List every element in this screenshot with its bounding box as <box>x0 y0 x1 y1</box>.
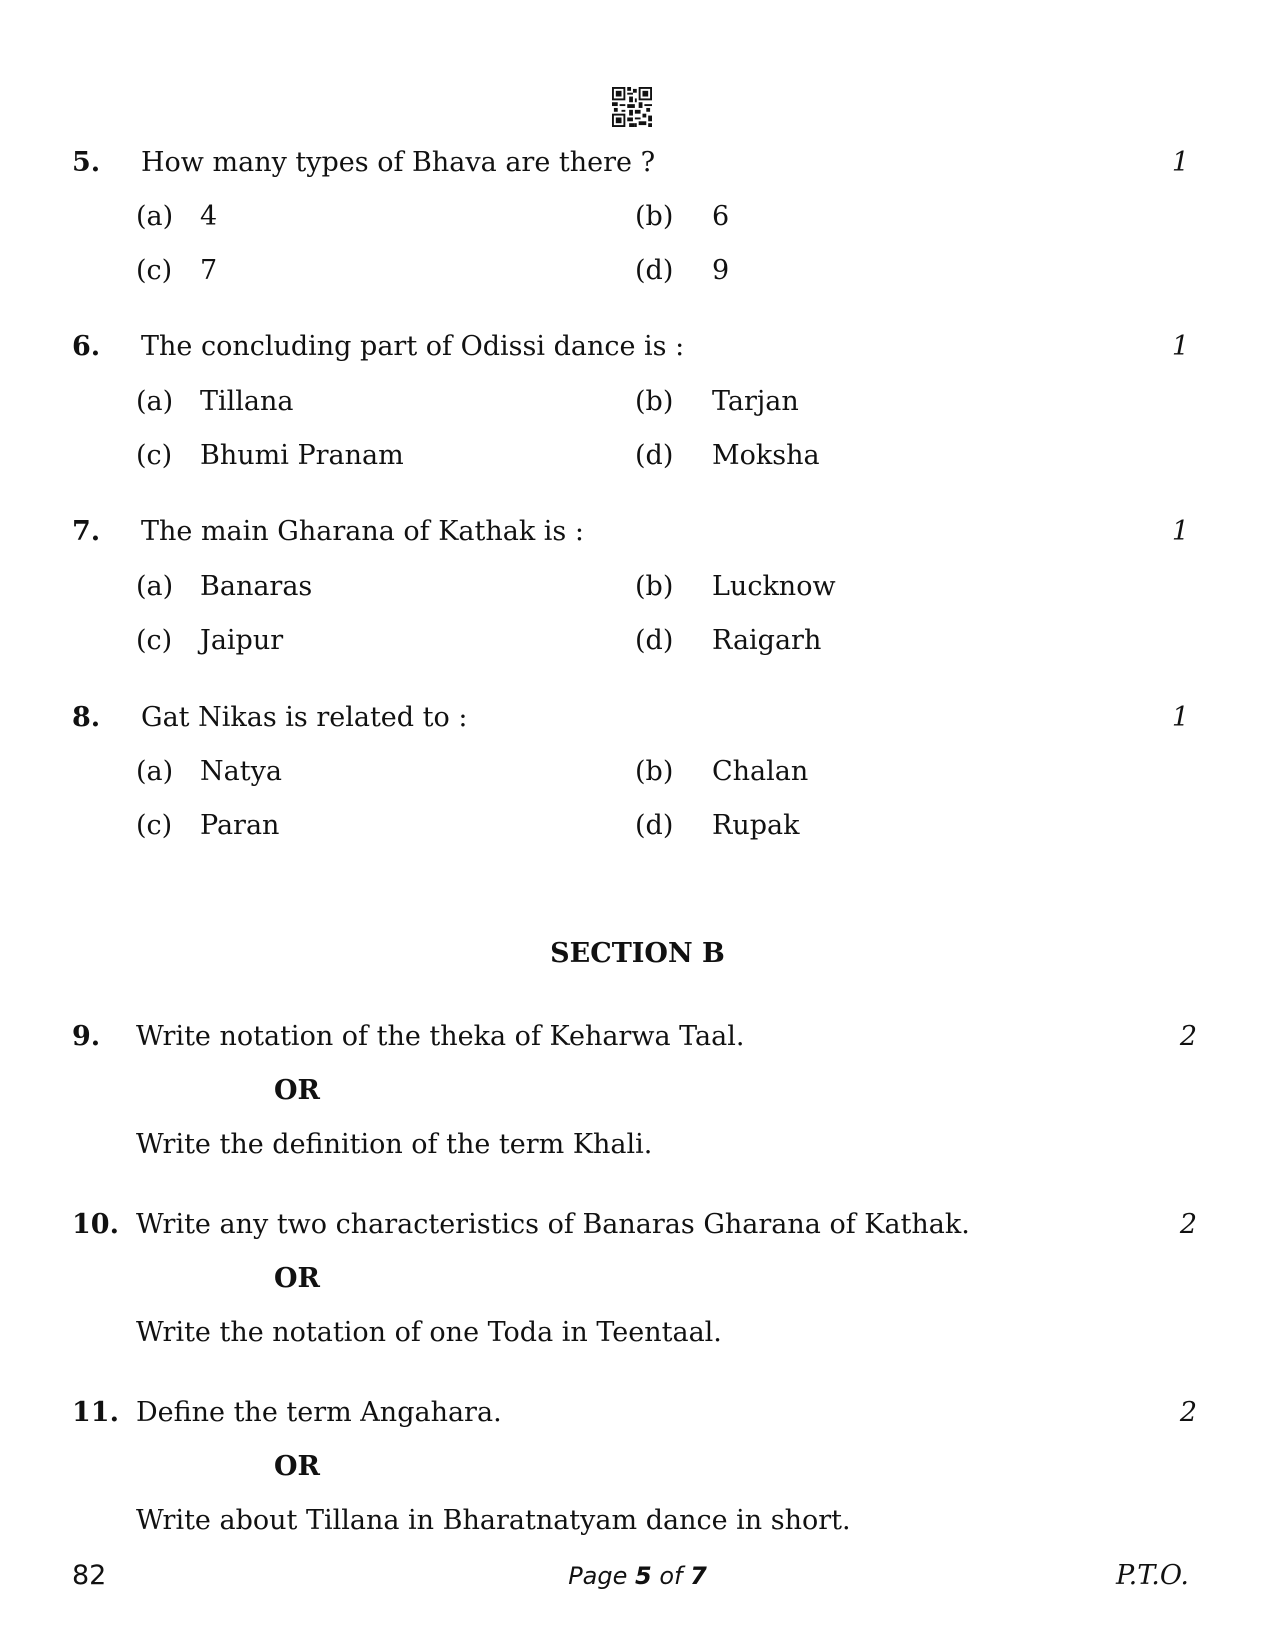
option-text: Banaras <box>200 571 313 602</box>
or-row <box>0 1259 1275 1299</box>
option-label: (b) <box>635 571 674 602</box>
question-text: Write the notation of one Toda in Teentaal. <box>136 1317 722 1348</box>
option-text: Natya <box>200 756 282 787</box>
option-text: Lucknow <box>712 571 836 602</box>
options-row <box>0 436 1275 476</box>
option-label: (a) <box>136 386 174 417</box>
page-number <box>0 1556 1275 1596</box>
option-label: (b) <box>635 756 674 787</box>
question-marks: 1 <box>1171 516 1189 547</box>
or-row <box>0 1447 1275 1487</box>
question-marks: 1 <box>1171 147 1189 178</box>
page-prefix: Page <box>568 1562 635 1590</box>
options-row <box>0 382 1275 422</box>
question-text: How many types of Bhava are there ? <box>141 147 656 178</box>
question-number: 5. <box>72 147 101 178</box>
option-text: 4 <box>200 201 218 232</box>
option-label: (d) <box>635 440 674 471</box>
option-text: Chalan <box>712 756 809 787</box>
option-text: Jaipur <box>200 625 284 656</box>
option-label: (d) <box>635 625 674 656</box>
options-row <box>0 567 1275 607</box>
question-10 <box>0 1205 1275 1245</box>
question-marks: 1 <box>1171 331 1189 362</box>
question-number: 8. <box>72 702 101 733</box>
page-total: 7 <box>690 1562 707 1590</box>
question-text: Write about Tillana in Bharatnatyam dance in short. <box>136 1505 851 1536</box>
paper-code: 82 <box>72 1560 107 1591</box>
qr-code <box>612 87 652 127</box>
option-label: (a) <box>136 756 174 787</box>
question-text: The main Gharana of Kathak is : <box>141 516 584 547</box>
question-11 <box>0 1393 1275 1433</box>
option-text: Paran <box>200 810 280 841</box>
option-label: (c) <box>136 810 173 841</box>
page-current: 5 <box>635 1562 652 1590</box>
option-text: 9 <box>712 255 730 286</box>
question-text: Write notation of the theka of Keharwa Taal. <box>136 1021 745 1052</box>
option-text: Tarjan <box>712 386 799 417</box>
or-row <box>0 1071 1275 1111</box>
option-label: (a) <box>136 571 174 602</box>
option-text: 7 <box>200 255 218 286</box>
question-number: 10. <box>72 1209 119 1240</box>
option-label: (b) <box>635 386 674 417</box>
question-number: 6. <box>72 331 101 362</box>
question-marks: 2 <box>1179 1209 1197 1240</box>
question-8 <box>0 698 1275 738</box>
options-row <box>0 621 1275 661</box>
option-label: (c) <box>136 625 173 656</box>
question-9 <box>0 1017 1275 1057</box>
question-number: 7. <box>72 516 101 547</box>
question-marks: 2 <box>1179 1397 1197 1428</box>
option-label: (d) <box>635 810 674 841</box>
option-label: (d) <box>635 255 674 286</box>
page-of: of <box>651 1562 691 1590</box>
option-label: (a) <box>136 201 174 232</box>
option-text: Moksha <box>712 440 820 471</box>
option-text: Raigarh <box>712 625 822 656</box>
question-text: The concluding part of Odissi dance is : <box>141 331 685 362</box>
options-row <box>0 752 1275 792</box>
options-row <box>0 806 1275 846</box>
question-number: 9. <box>72 1021 101 1052</box>
question-6 <box>0 327 1275 367</box>
option-label: (b) <box>635 201 674 232</box>
question-text: Gat Nikas is related to : <box>141 702 468 733</box>
or-label: OR <box>274 1451 320 1482</box>
or-label: OR <box>274 1075 320 1106</box>
alternative-question <box>0 1501 1275 1541</box>
option-text: Rupak <box>712 810 800 841</box>
question-marks: 1 <box>1171 702 1189 733</box>
option-text: Bhumi Pranam <box>200 440 404 471</box>
question-text: Write the definition of the term Khali. <box>136 1129 653 1160</box>
question-5 <box>0 143 1275 183</box>
alternative-question <box>0 1125 1275 1165</box>
section-heading: SECTION B <box>550 938 725 969</box>
options-row <box>0 197 1275 237</box>
or-label: OR <box>274 1263 320 1294</box>
alternative-question <box>0 1313 1275 1353</box>
pto-label: P.T.O. <box>1115 1560 1189 1591</box>
option-label: (c) <box>136 440 173 471</box>
option-text: 6 <box>712 201 730 232</box>
option-text: Tillana <box>200 386 294 417</box>
question-text: Define the term Angahara. <box>136 1397 502 1428</box>
options-row <box>0 251 1275 291</box>
option-label: (c) <box>136 255 173 286</box>
question-number: 11. <box>72 1397 119 1428</box>
question-marks: 2 <box>1179 1021 1197 1052</box>
question-7 <box>0 512 1275 552</box>
question-text: Write any two characteristics of Banaras Gharana of Kathak. <box>136 1209 970 1240</box>
